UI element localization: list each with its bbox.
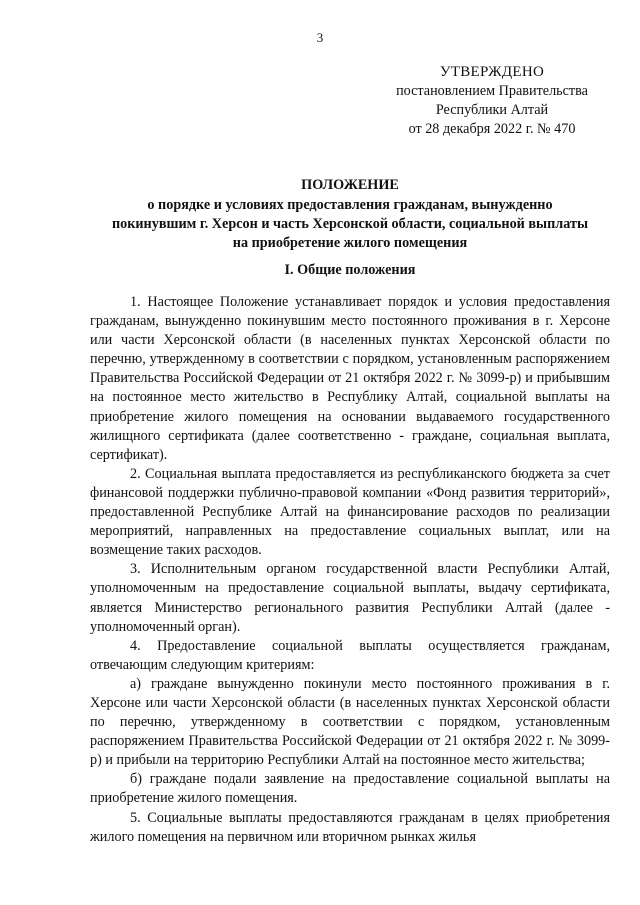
document-subtitle-line: на приобретение жилого помещения: [232, 235, 468, 251]
approval-line: Республики Алтай: [435, 102, 549, 118]
document-title: ПОЛОЖЕНИЕ: [301, 177, 399, 193]
paragraph: 3. Исполнительным органом государственной власти Республики Алтай, уполномоченным на предоставление социальной выплаты, выдачу сертификата, является Министерство регионального развития Республики Алтай (далее - уполномоченный орган).: [90, 561, 610, 635]
approval-line: постановлением Правительства: [396, 83, 588, 99]
page-number: 3: [316, 30, 324, 45]
paragraph: 2. Социальная выплата предоставляется из республиканского бюджета за счет финансовой поддержки публично-правовой компании «Фонд развития территорий», предоставленной Республике Алтай на финансирование расходов по реализации мероприятий, направленных на предоставление социальных выплат, или на возмещение таких расходов.: [90, 465, 610, 559]
paragraph: 1. Настоящее Положение устанавливает порядок и условия предоставления гражданам, вынужденно покинувшим место постоянного проживания в г. Херсоне или части Херсонской области (в населенных пунктах Херсонской области по перечню, утвержденному в соответствии с порядком, установленным распоряжением Правительства Российской Федерации от 21 октября 2022 г. № 3099-р) и прибывшим на постоянное место жительство в Республику Алтай, социальной выплаты на приобретение жилого помещения на основании выдаваемого государственного жилищного сертификата (далее соответственно - граждане, социальная выплата, сертификат).: [90, 294, 610, 463]
paragraph: 4. Предоставление социальной выплаты осуществляется гражданам, отвечающим следующим критериям:: [90, 637, 610, 673]
paragraph: б) граждане подали заявление на предоставление социальной выплаты на приобретение жилого помещения.: [90, 771, 610, 807]
paragraph: а) граждане вынужденно покинули место постоянного проживания в г. Херсоне или части Херсонской области (в населенных пунктах Херсонской области по перечню, утвержденному в соответствии с порядком, установленным распоряжением Правительства Российской Федерации от 21 октября 2022 г. № 3099-р) и прибыли на территорию Республики Алтай на постоянное место жительства;: [90, 675, 610, 769]
document-body: [90, 293, 610, 847]
paragraph: 5. Социальные выплаты предоставляются гражданам в целях приобретения жилого помещения на первичном или вторичном рынках жилья: [90, 809, 610, 845]
approval-heading: УТВЕРЖДЕНО: [439, 64, 545, 80]
document-subtitle-line: о порядке и условиях предоставления гражданам, вынужденно: [147, 197, 553, 213]
section-heading: I. Общие положения: [284, 262, 416, 278]
approval-line: от 28 декабря 2022 г. № 470: [408, 121, 576, 137]
document-subtitle-line: покинувшим г. Херсон и часть Херсонской области, социальной выплаты: [111, 216, 589, 232]
approval-stamp: [372, 63, 612, 139]
document-title-block: [90, 176, 610, 253]
